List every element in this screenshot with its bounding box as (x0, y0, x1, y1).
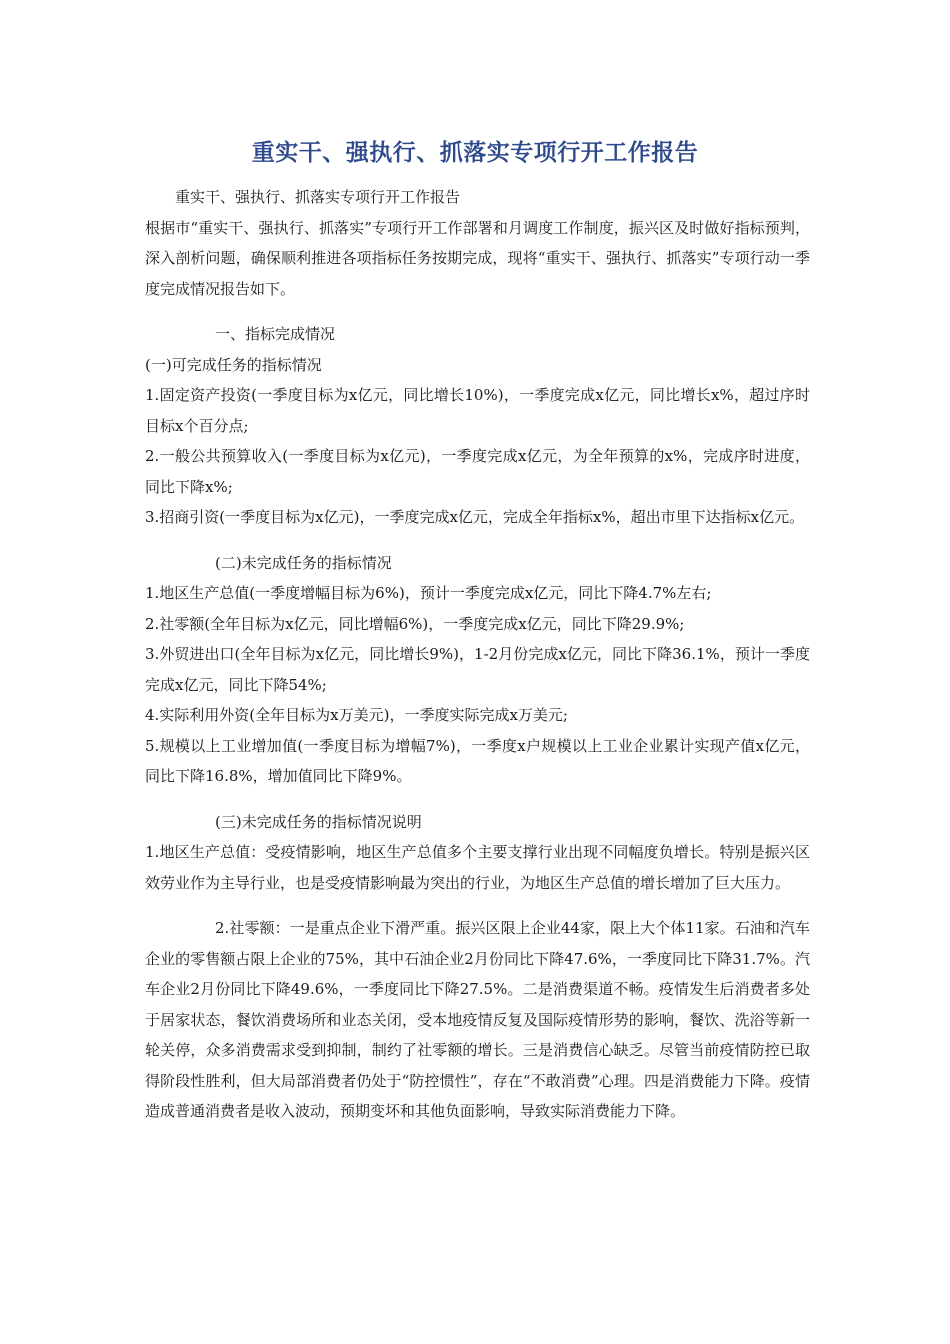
subtitle-paragraph: 重实干、强执行、抓落实专项行开工作报告 (175, 188, 461, 206)
list-item: 2.社零额(全年目标为x亿元，同比增幅6%)，一季度完成x亿元，同比下降29.9%; (145, 614, 685, 633)
section-heading-1: 一、指标完成情况 (215, 325, 336, 343)
list-item: 3.外贸进出口(全年目标为x亿元，同比增长9%)，1-2月份完成x亿元，同比下降36.1%，预计一季度完成x亿元，同比下降54%; (145, 645, 810, 694)
document-title: 重实干、强执行、抓落实专项行开工作报告 (251, 140, 699, 166)
list-item: 1.固定资产投资(一季度目标为x亿元，同比增长10%)，一季度完成x亿元，同比增长x%，超过序时目标x个百分点; (145, 386, 810, 435)
list-item: 1.地区生产总值(一季度增幅目标为6%)，预计一季度完成x亿元，同比下降4.7%左右; (145, 584, 712, 602)
subsection-heading-1: (一)可完成任务的指标情况 (145, 355, 322, 374)
document-body (145, 182, 810, 1127)
list-item: 5.规模以上工业增加值(一季度目标为增幅7%)，一季度x户规模以上工业企业累计实现产值x亿元，同比下降16.8%，增加值同比下降9%。 (145, 736, 810, 785)
subsection-heading-3: (三)未完成任务的指标情况说明 (215, 812, 422, 831)
list-item: 4.实际利用外资(全年目标为x万美元)，一季度实际完成x万美元; (145, 706, 568, 724)
explanation-paragraph: 2.社零额：一是重点企业下滑严重。振兴区限上企业44家，限上大个体11家。石油和汽车企业的零售额占限上企业的75%，其中石油企业2月份同比下降47.6%，一季度同比下降31.7%。汽车企业2月份同比下降49.6%，一季度同比下降27.5%。二是消费渠道不畅。疫情发生后消费者多处于居家状态，餐饮消费场所和业态关闭，受本地疫情反复及国际疫情形势的影响，餐饮、洗浴等新一轮关停，众多消费需求受到抑制，制约了社零额的增长。三是消费信心缺乏。尽管当前疫情防控已取得阶段性胜利，但大局部消费者仍处于“防控惯性”，存在“不敢消费”心理。四是消费能力下降。疫情造成普通消费者是收入波动，预期变坏和其他负面影响，导致实际消费能力下降。 (145, 919, 810, 1120)
intro-paragraph: 根据市“重实干、强执行、抓落实”专项行开工作部署和月调度工作制度，振兴区及时做好指标预判，深入剖析问题，确保顺利推进各项指标任务按期完成，现将“重实干、强执行、抓落实”专项行动一季度完成情况报告如下。 (145, 218, 810, 298)
list-item: 3.招商引资(一季度目标为x亿元)，一季度完成x亿元，完成全年指标x%，超出市里下达指标x亿元。 (145, 508, 805, 526)
explanation-paragraph: 1.地区生产总值：受疫情影响，地区生产总值多个主要支撑行业出现不同幅度负增长。特别是振兴区效劳业作为主导行业，也是受疫情影响最为突出的行业，为地区生产总值的增长增加了巨大压力。 (145, 843, 810, 892)
list-item: 2.一般公共预算收入(一季度目标为x亿元)，一季度完成x亿元，为全年预算的x%，完成序时进度，同比下降x%; (145, 447, 810, 496)
subsection-heading-2: (二)未完成任务的指标情况 (215, 553, 392, 572)
